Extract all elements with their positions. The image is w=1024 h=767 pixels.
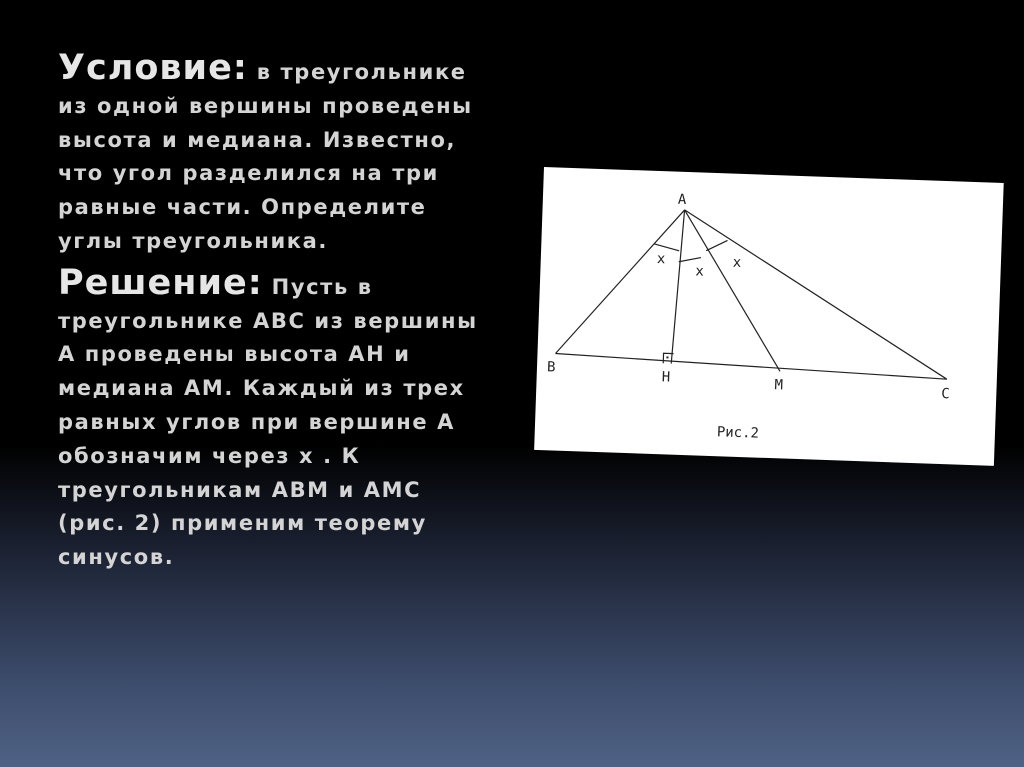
altitude-ah: [671, 210, 684, 364]
condition-paragraph: [58, 48, 488, 259]
median-am: [679, 210, 785, 371]
right-angle-dot: [666, 356, 668, 358]
vertex-label-m: M: [774, 377, 784, 394]
solution-text: Пусть в треугольнике ABC из вершины A проведены высота AH и медиана AM. Каждый из трех равных углов при вершине A обозначим через x . К треугольникам ABM и AMC (рис. 2) применим теорему синусов.: [58, 274, 478, 570]
vertex-label-b: B: [546, 359, 556, 376]
triangle-figure: [534, 167, 1004, 466]
figure-caption: Рис.2: [716, 424, 760, 442]
solution-paragraph: [58, 262, 488, 575]
angle-arc-1: [654, 244, 679, 251]
condition-heading: Условие:: [58, 48, 248, 88]
vertex-label-c: C: [941, 386, 951, 403]
vertex-label-h: H: [661, 369, 671, 386]
side-ab: [555, 206, 684, 358]
slide-text: [58, 48, 488, 575]
angle-arc-3: [706, 240, 727, 252]
vertex-label-a: A: [677, 191, 687, 208]
angle-label-2: x: [695, 263, 705, 280]
solution-heading: Решение:: [58, 262, 263, 303]
side-ac: [679, 210, 952, 379]
angle-label-3: x: [732, 254, 742, 271]
side-bc: [555, 354, 947, 380]
condition-text: в треугольнике из одной вершины проведены высота и медиана. Известно, что угол разделился на три равные части. Определите углы треугольника.: [58, 60, 473, 253]
angle-label-1: x: [656, 250, 666, 268]
triangle-diagram: [534, 167, 1004, 466]
angle-arc-2: [679, 257, 701, 263]
